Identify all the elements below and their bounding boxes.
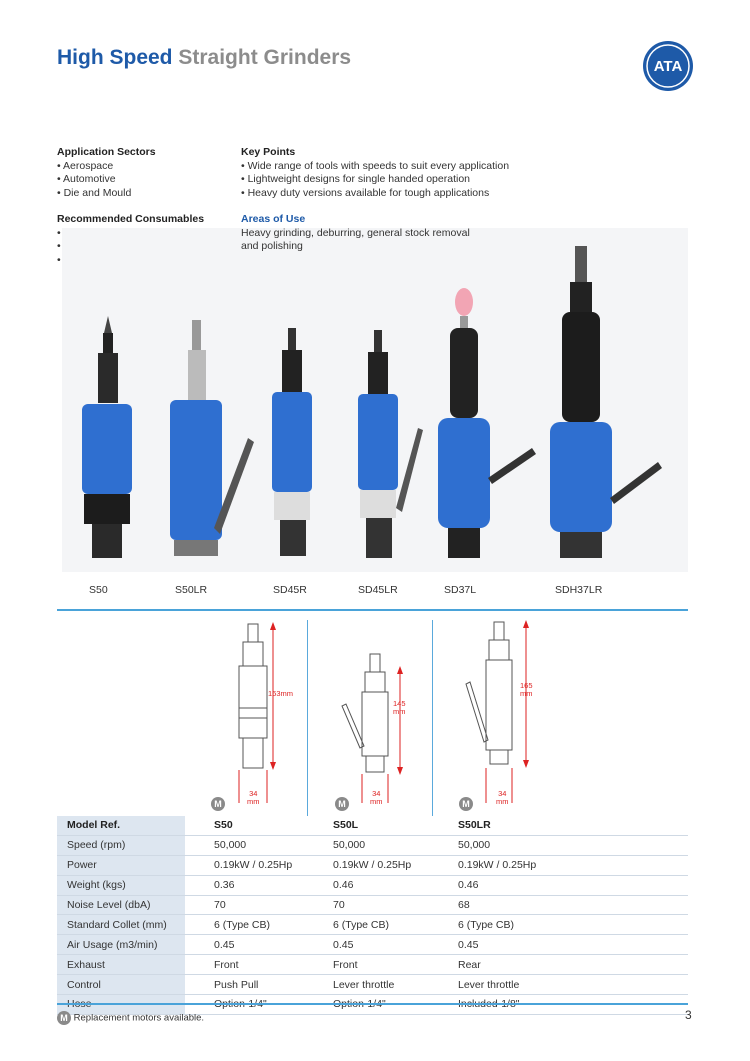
- list-item: • Die and Mould: [57, 187, 232, 201]
- dimension-drawing-s50: [225, 618, 295, 808]
- table-cell: 0.19kW / 0.25Hp: [439, 855, 688, 875]
- dimension-length-value: 165: [520, 681, 533, 690]
- tool-label-sd45r: SD45R: [273, 584, 307, 596]
- grinder-s50-image: [82, 316, 132, 558]
- application-sectors: [57, 146, 232, 200]
- table-cell: 0.45: [439, 935, 688, 955]
- dimension-width-value: 34: [249, 789, 258, 798]
- motor-badge: M: [459, 797, 473, 811]
- title-rest: Straight Grinders: [178, 46, 352, 69]
- table-cell: 0.46: [439, 875, 688, 895]
- grinder-sd45r-image: [272, 328, 312, 556]
- dimension-drawing-s50lr: [460, 618, 540, 808]
- spec-table: [57, 816, 688, 1015]
- table-header-cell: S50LR: [439, 816, 688, 835]
- grinder-sd45lr-image: [358, 330, 423, 558]
- table-row: [57, 855, 688, 875]
- table-header-row: [57, 816, 688, 835]
- table-row: [57, 915, 688, 935]
- dimension-width-unit: mm: [370, 797, 383, 806]
- table-cell: 0.45: [314, 935, 439, 955]
- table-cell: 6 (Type CB): [314, 915, 439, 935]
- row-label: Control: [57, 975, 185, 995]
- footnote: [57, 1011, 204, 1025]
- dimension-width: [496, 790, 509, 806]
- table-cell: 70: [185, 895, 314, 915]
- column-divider: [307, 620, 308, 816]
- page-title: [57, 46, 351, 70]
- table-cell: 0.36: [185, 875, 314, 895]
- key-points: [241, 146, 561, 200]
- section-divider: [57, 609, 688, 611]
- table-cell: 0.45: [185, 935, 314, 955]
- row-label: Standard Collet (mm): [57, 915, 185, 935]
- dimension-length-unit: mm: [520, 689, 533, 698]
- bottom-divider: [57, 1003, 688, 1005]
- motor-badge: M: [57, 1011, 71, 1025]
- list-item: • Automotive: [57, 173, 232, 187]
- dimension-length: [520, 682, 533, 698]
- table-cell: Push Pull: [185, 975, 314, 995]
- table-header-cell: S50L: [314, 816, 439, 835]
- table-cell: 0.19kW / 0.25Hp: [314, 855, 439, 875]
- table-row: [57, 895, 688, 915]
- table-row: [57, 875, 688, 895]
- row-label: Air Usage (m3/min): [57, 935, 185, 955]
- motor-badge: M: [211, 797, 225, 811]
- ata-logo: [642, 40, 694, 92]
- page-number: 3: [685, 1008, 692, 1022]
- dimension-width-unit: mm: [496, 797, 509, 806]
- svg-text:ATA: ATA: [653, 58, 683, 75]
- title-highlight: High Speed: [57, 46, 173, 69]
- table-cell: 50,000: [439, 835, 688, 855]
- areas-of-use-line2: and polishing: [241, 240, 303, 252]
- list-item: • Wide range of tools with speeds to suit every application: [241, 160, 561, 174]
- table-row: [57, 935, 688, 955]
- application-sectors-heading: Application Sectors: [57, 146, 156, 158]
- row-label: Power: [57, 855, 185, 875]
- table-cell: Lever throttle: [314, 975, 439, 995]
- product-photo: [62, 228, 688, 572]
- dimension-length: [393, 700, 406, 716]
- key-points-list: [241, 160, 561, 201]
- dimension-width-value: 34: [498, 789, 507, 798]
- row-label: Noise Level (dbA): [57, 895, 185, 915]
- areas-of-use-line1: Heavy grinding, deburring, general stock removal: [241, 226, 470, 239]
- dimension-length-value: 145: [393, 699, 406, 708]
- areas-of-use: [241, 213, 561, 254]
- key-points-heading: Key Points: [241, 146, 296, 158]
- dimension-width: [370, 790, 383, 806]
- grinders-illustration: [62, 228, 688, 572]
- column-divider: [432, 620, 433, 816]
- application-sectors-list: [57, 160, 232, 201]
- dimension-width-unit: mm: [247, 797, 260, 806]
- tool-label-sd45lr: SD45LR: [358, 584, 398, 596]
- footnote-text: Replacement motors available.: [73, 1012, 205, 1024]
- table-cell: Rear: [439, 955, 688, 975]
- table-cell: Lever throttle: [439, 975, 688, 995]
- grinder-s50lr-image: [170, 320, 254, 556]
- areas-of-use-heading: Areas of Use: [241, 213, 306, 225]
- table-row: [57, 835, 688, 855]
- table-cell: Front: [185, 955, 314, 975]
- table-cell: 0.46: [314, 875, 439, 895]
- table-cell: 68: [439, 895, 688, 915]
- motor-badge: M: [335, 797, 349, 811]
- table-cell: 6 (Type CB): [439, 915, 688, 935]
- list-item: • Aerospace: [57, 160, 232, 174]
- row-label: Speed (rpm): [57, 835, 185, 855]
- tool-label-sd37l: SD37L: [444, 584, 477, 596]
- table-header-cell: S50: [185, 816, 314, 835]
- grinder-sdh37lr-image: [550, 246, 662, 558]
- dimension-length: 163mm: [268, 689, 294, 698]
- dimension-width-value: 34: [372, 789, 381, 798]
- table-row: [57, 955, 688, 975]
- table-cell: 50,000: [185, 835, 314, 855]
- dimension-drawing-s50l: [338, 648, 418, 808]
- consumables-heading: Recommended Consumables: [57, 213, 205, 225]
- list-item: • Lightweight designs for single handed operation: [241, 173, 561, 187]
- table-cell: 70: [314, 895, 439, 915]
- dimension-length-unit: mm: [393, 707, 406, 716]
- row-label: Exhaust: [57, 955, 185, 975]
- table-row: [57, 975, 688, 995]
- tool-label-s50lr: S50LR: [175, 584, 208, 596]
- list-item: • Heavy duty versions available for tough applications: [241, 187, 561, 201]
- dimension-width: [247, 790, 260, 806]
- tool-label-s50: S50: [89, 584, 108, 596]
- table-header-cell: Model Ref.: [57, 816, 185, 835]
- table-cell: Front: [314, 955, 439, 975]
- row-label: Weight (kgs): [57, 875, 185, 895]
- table-cell: 6 (Type CB): [185, 915, 314, 935]
- grinder-sd37l-image: [438, 288, 536, 558]
- tool-label-sdh37lr: SDH37LR: [555, 584, 603, 596]
- table-cell: 0.19kW / 0.25Hp: [185, 855, 314, 875]
- table-cell: 50,000: [314, 835, 439, 855]
